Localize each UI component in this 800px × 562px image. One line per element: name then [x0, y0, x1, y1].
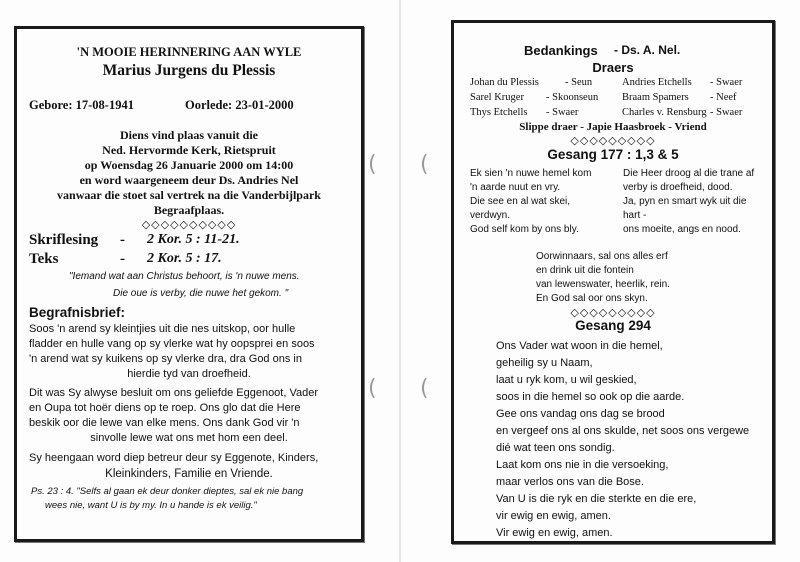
bearers-heading: Draers: [592, 60, 634, 75]
letter-line: en Oupa tot hoër diens op te roep. Ons glo dat die Here: [29, 402, 301, 414]
binder-mark: (: [420, 376, 429, 401]
binder-mark: (: [368, 376, 377, 401]
bearer-name: Andries Etchells: [622, 77, 692, 88]
birth-date: Gebore: 17-08-1941: [29, 98, 134, 112]
hymn-294-title: Gesang 294: [575, 318, 651, 333]
letter-line: fladder en hulle vang op sy vlerke wat hy oopsprei en soos: [29, 338, 315, 350]
hymn-294-line: soos in die hemel so ook op die aarde.: [496, 391, 685, 403]
reading-dash: -: [120, 232, 125, 248]
bearer-name: Thys Etchells: [470, 107, 528, 118]
hymn-294-line: Ons Vader wat woon in die hemel,: [496, 340, 663, 352]
scripture-quote-line: "Iemand wat aan Christus behoort, is 'n nuwe mens.: [69, 271, 300, 282]
hymn-177-verse-line: En God sal oor ons skyn.: [536, 293, 648, 304]
hymn-294-line: laat u ryk kom, u wil geskied,: [496, 374, 637, 386]
binder-mark: (: [368, 152, 377, 177]
hymn-294-line: maar verlos ons van die Bose.: [496, 476, 644, 488]
bearer-relation: - Neef: [710, 92, 737, 103]
letter-line: 'n arend wat sy kuikens op sy vlerke dra, dra God ons in: [29, 353, 302, 365]
hymn-177-verse-line: van lewenswater, heerlik, rein.: [536, 279, 670, 290]
binder-mark: (: [420, 152, 429, 177]
bearer-relation: - Swaer: [710, 77, 743, 88]
bearer-name: Sarel Kruger: [470, 92, 524, 103]
hymn-177-title: Gesang 177 : 1,3 & 5: [547, 147, 679, 162]
hymn-294-line: Van U is die ryk en die sterkte en die ere,: [496, 493, 697, 505]
hymn-294-line: en vergeef ons al ons skulde, net soos ons vergewe: [496, 425, 750, 437]
hymn-294-line: Vir ewig en ewig, amen.: [496, 527, 613, 539]
letter-line: hierdie tyd van droefheid.: [127, 368, 251, 380]
text-reference: 2 Kor. 5 : 17.: [147, 251, 222, 266]
hymn-177-verse-line: Ek sien 'n nuwe hemel kom: [470, 168, 592, 179]
hymn-177-verse-line: en drink uit die fontein: [536, 265, 634, 276]
bearer-relation: - Skoonseun: [546, 92, 599, 103]
family-line: Kleinkinders, Familie en Vriende.: [105, 468, 273, 480]
letter-heading: Begrafnisbrief:: [29, 305, 126, 320]
bearer-name: Braam Spamers: [622, 92, 689, 103]
service-panel: [451, 20, 775, 544]
service-line: Begraafplaas.: [153, 203, 225, 217]
bearer-relation: - Swaer: [710, 107, 743, 118]
hymn-177-verse-line: verby is droefheid, dood.: [623, 182, 733, 193]
reading-label: Skriflesing: [29, 232, 99, 248]
letter-line: Dit was Sy alwyse besluit om ons geliefde Eggenoot, Vader: [29, 387, 319, 399]
hymn-177-verse-line: Oorwinnaars, sal ons alles erf: [536, 251, 668, 262]
diamond-divider: ◇◇◇◇◇◇◇◇◇: [570, 307, 656, 319]
hymn-177-verse-line: Ja, pyn en smart wyk uit die: [623, 196, 747, 207]
diamond-divider: ◇◇◇◇◇◇◇◇◇: [570, 135, 656, 147]
bearer-relation: - Swaer: [546, 107, 579, 118]
letter-line: sinvolle lewe wat ons met hom een deel.: [90, 432, 288, 444]
service-line: op Woensdag 26 Januarie 2000 om 14:00: [84, 158, 294, 172]
thanks-value: - Ds. A. Nel.: [614, 43, 681, 57]
psalm-quote-line: Ps. 23 : 4. "Selfs al gaan ek deur donker dieptes, sal ek nie bang: [31, 486, 304, 497]
hymn-177-verse-line: ons moeite, angs en nood.: [623, 224, 741, 235]
bearer-name: Johan du Plessis: [470, 77, 539, 88]
bearer-name: Charles v. Rensburg: [622, 107, 707, 118]
hymn-294-line: dié wat teen ons sondig.: [496, 442, 615, 454]
hymn-177-verse-line: hart -: [623, 210, 647, 221]
letter-line: beskik oor die lewe van elke mens. Ons dank God vir 'n: [29, 417, 300, 429]
bearer-relation: - Seun: [565, 77, 593, 88]
hymn-294-line: Gee ons vandag ons dag se brood: [496, 408, 665, 420]
hymn-294-line: geheilig sy u Naam,: [496, 357, 593, 369]
hymn-177-verse-line: Die see en al wat skei,: [470, 196, 571, 207]
psalm-quote-line: wees nie, want U is by my. In u hande is ek veilig.": [45, 500, 257, 511]
service-line: en word waargeneem deur Ds. Andries Nel: [79, 173, 299, 187]
hymn-177-verse-line: God self kom by ons bly.: [470, 224, 579, 235]
deceased-name: Marius Jurgens du Plessis: [102, 62, 276, 79]
pall-bearer: Slippe draer - Japie Haasbroek - Vriend: [519, 121, 707, 133]
letter-line: Soos 'n arend sy kleintjies uit die nes uitskop, oor hulle: [29, 323, 296, 335]
text-dash: -: [120, 251, 125, 267]
service-line: vanwaar die stoet sal vertrek na die Vanderbijlpark: [57, 188, 321, 202]
hymn-177-verse-line: 'n aarde nuut en vry.: [470, 182, 561, 193]
text-label: Teks: [29, 251, 59, 267]
death-date: Oorlede: 23-01-2000: [185, 98, 294, 112]
thanks-label: Bedankings: [524, 43, 598, 58]
service-line: Ned. Hervormde Kerk, Rietspruit: [102, 143, 276, 157]
memorial-heading: 'N MOOIE HERINNERING AAN WYLE: [76, 45, 302, 59]
diamond-divider: ◇◇◇◇◇◇◇◇◇◇: [141, 219, 237, 231]
hymn-294-line: vir ewig en ewig, amen.: [496, 510, 611, 522]
hymn-177-verse-line: verdwyn.: [470, 210, 511, 221]
service-line: Diens vind plaas vanuit die: [119, 128, 259, 142]
reading-reference: 2 Kor. 5 : 11-21.: [147, 232, 240, 247]
memorial-panel: [14, 26, 364, 542]
page-fold: [399, 0, 401, 562]
family-line: Sy heengaan word diep betreur deur sy Eggenote, Kinders,: [29, 452, 319, 464]
scripture-quote-line: Die oue is verby, die nuwe het gekom. ": [113, 288, 289, 299]
hymn-177-verse-line: Die Heer droog al die trane af: [623, 168, 755, 179]
hymn-294-line: Laat kom ons nie in die versoeking,: [496, 459, 669, 471]
